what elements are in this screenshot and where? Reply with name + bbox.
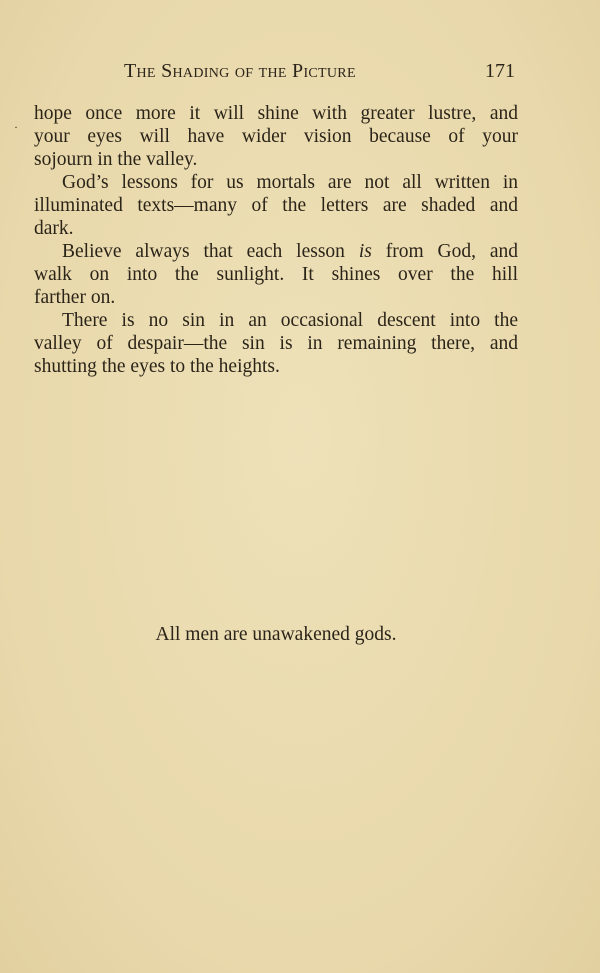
text-line: shutting the eyes to the heights.: [34, 356, 280, 377]
paragraph: [34, 240, 518, 309]
body-text: [34, 102, 518, 378]
text-line: valley of despair—the sin is in remaining there, and: [34, 333, 518, 354]
text-line: [34, 240, 518, 263]
text-line: sojourn in the valley.: [34, 149, 198, 170]
text-line: There is no sin in an occasional descent into the: [62, 310, 518, 331]
text-line: dark.: [34, 218, 74, 239]
running-title: The Shading of the Picture: [124, 60, 356, 82]
epigraph: All men are unawakened gods.: [155, 624, 397, 645]
text-line: hope once more it will shine with greater lustre, and: [34, 103, 518, 124]
text-line: farther on.: [34, 287, 116, 308]
page-number: 171: [485, 60, 515, 82]
paragraph: [34, 309, 518, 378]
text-line: illuminated texts—many of the letters are shaded and: [34, 195, 518, 216]
text-line: your eyes will have wider vision because of your: [34, 126, 518, 147]
emphasis: is: [358, 241, 372, 262]
page-header: [34, 60, 518, 86]
paragraph: [34, 171, 518, 240]
margin-dot: ·: [14, 120, 18, 134]
paragraph: [34, 102, 518, 171]
text-segment: from God, and: [371, 241, 518, 262]
text-line: God’s lessons for us mortals are not all written in: [62, 172, 518, 193]
text-segment: Believe always that each lesson: [62, 241, 359, 262]
text-line: walk on into the sunlight. It shines over the hill: [34, 264, 518, 285]
